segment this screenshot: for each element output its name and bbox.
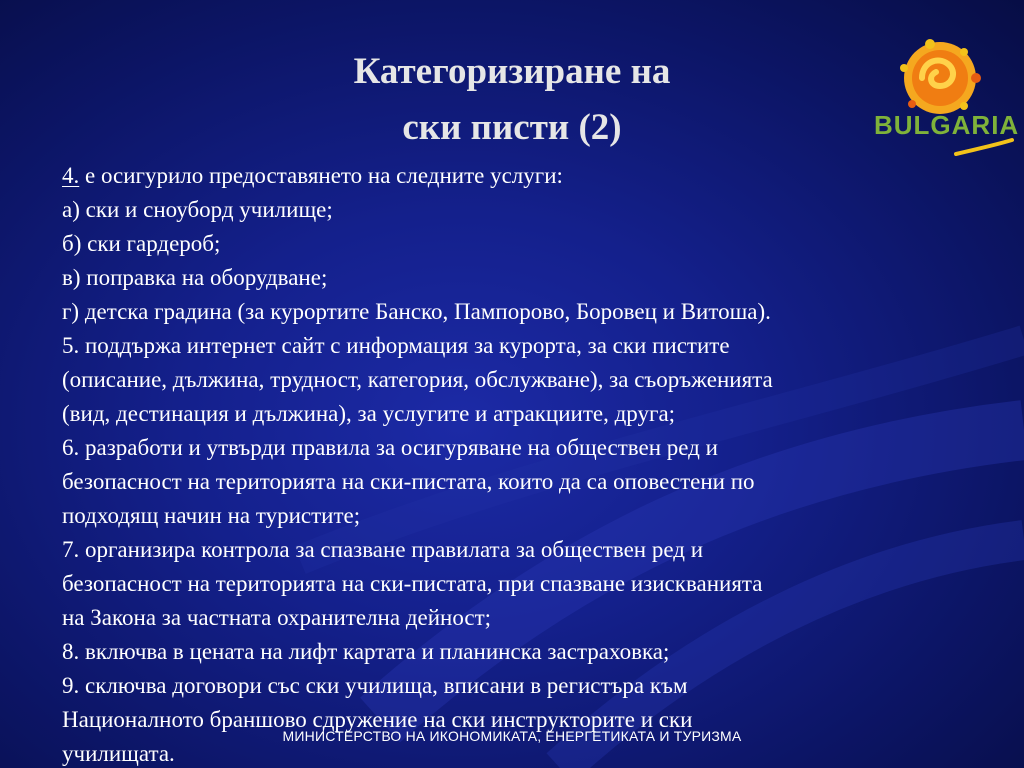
body-line [62,193,962,227]
item-number: 4. [62,163,80,188]
body-line [62,397,962,431]
body-line-text: безопасност на територията на ски-пистата, които да са оповестени по [62,469,755,494]
body-line [62,159,962,193]
body-line-text: (описание, дължина, трудност, категория, обслужване), за съоръженията [62,367,773,392]
body-line [62,261,962,295]
body-line-text: училищата. [62,741,175,766]
body-line-text: а) ски и сноуборд училище; [62,197,333,222]
body-line-text: безопасност на територията на ски-пистата, при спазване изискванията [62,571,763,596]
body-line [62,227,962,261]
body-line-text: г) детска градина (за курортите Банско, Пампорово, Боровец и Витоша). [62,299,771,324]
body-line-text: е осигурило предоставянето на следните услуги: [79,163,563,188]
body-line [62,533,962,567]
slide-body [62,159,962,768]
footer-ministry: МИНИСТЕРСТВО НА ИКОНОМИКАТА, ЕНЕРГЕТИКАТА И ТУРИЗМА [282,728,742,744]
body-line-text: на Закона за частната охранителна дейност; [62,605,492,630]
body-line-text: Националното браншово сдружение на ски инструкторите и ски [62,707,693,732]
body-line-text: (вид, дестинация и дължина), за услугите и атракциите, друга; [62,401,676,426]
body-line-text: 9. сключва договори със ски училища, вписани в регистъра към [62,673,688,698]
body-line-text: в) поправка на оборудване; [62,265,328,290]
svg-text:BULGARIA: BULGARIA [874,110,1020,140]
body-line [62,329,962,363]
body-line-text: 7. организира контрола за спазване правилата за обществен ред и [62,537,704,562]
body-line [62,635,962,669]
body-line [62,567,962,601]
slide-title-line-2: ски писти (2) [402,107,622,148]
bulgaria-logo [860,22,1024,164]
body-line-text: б) ски гардероб; [62,231,221,256]
body-line-text: 5. поддържа интернет сайт с информация за курорта, за ски пистите [62,333,730,358]
slide-title [212,44,812,156]
body-line [62,363,962,397]
body-line [62,669,962,703]
body-line [62,431,962,465]
sun-icon [900,39,981,114]
slide-title-line-1: Категоризиране на [353,51,671,92]
body-line [62,295,962,329]
body-line-text: подходящ начин на туристите; [62,503,361,528]
body-line-text: 6. разработи и утвърди правила за осигуряване на обществен ред и [62,435,718,460]
body-line [62,601,962,635]
body-line [62,499,962,533]
body-line [62,465,962,499]
body-line-text: 8. включва в цената на лифт картата и планинска застраховка; [62,639,670,664]
